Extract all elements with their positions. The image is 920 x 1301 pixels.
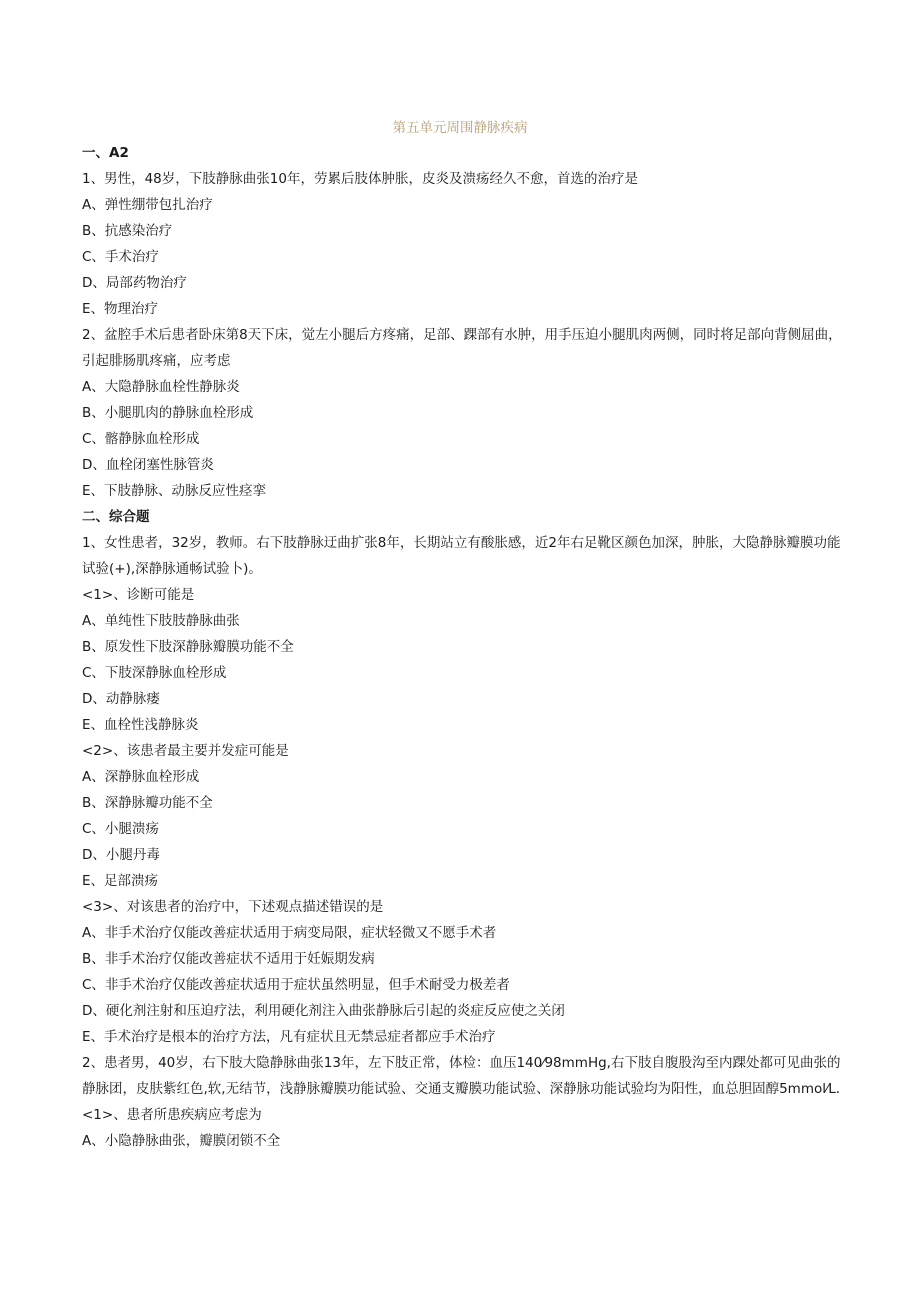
case-1-sub-2-option-a: A、深静脉血栓形成: [82, 769, 200, 785]
section-heading-comprehensive: 二、综合题: [82, 509, 150, 525]
case-1-sub-1-stem: <1>、诊断可能是: [82, 587, 195, 603]
case-2-sub-1-option-a: A、小隐静脉曲张，瓣膜闭锁不全: [82, 1133, 281, 1149]
case-2-sub-1-stem: <1>、患者所患疾病应考虑为: [82, 1107, 262, 1123]
question-2-option-e: E、下肢静脉、动脉反应性痉挛: [82, 483, 267, 499]
case-1-sub-3-option-c: C、非手术治疗仅能改善症状适用于症状虽然明显，但手术耐受力极差者: [82, 977, 510, 993]
case-1-sub-2-option-b: B、深静脉瓣功能不全: [82, 795, 213, 811]
question-2-option-d: D、血栓闭塞性脉管炎: [82, 457, 214, 473]
case-1-sub-2-option-c: C、小腿溃疡: [82, 821, 159, 837]
case-1-sub-2-stem: <2>、该患者最主要并发症可能是: [82, 743, 289, 759]
case-1-sub-2-option-d: D、小腿丹毒: [82, 847, 160, 863]
case-2-stem: 2、患者男，40岁，右下肢大隐静脉曲张13年，左下肢正常，体检：血压140⁄98mmHg,右下肢自腹股沟至内踝处都可见曲张的静脉团，皮肤紫红色,软,无结节，浅静脉瓣膜功能试验、交通支瓣膜功能试验、深静脉功能试验均为阳性，血总胆固醇5mmol⁄L.: [82, 1055, 841, 1097]
question-1-option-d: D、局部药物治疗: [82, 275, 187, 291]
question-1-option-c: C、手术治疗: [82, 249, 159, 265]
case-1-sub-3-option-b: B、非手术治疗仅能改善症状不适用于妊娠期发病: [82, 951, 375, 967]
case-1-sub-1-option-d: D、动静脉瘘: [82, 691, 160, 707]
question-1-stem: 1、男性，48岁，下肢静脉曲张10年，劳累后肢体肿胀，皮炎及溃疡经久不愈，首选的治疗是: [82, 171, 638, 187]
case-1-stem: 1、女性患者，32岁，教师。右下肢静脉迂曲扩张8年，长期站立有酸胀感，近2年右足靴区颜色加深，肿胀，大隐静脉瓣膜功能试验(+),深静脉通畅试验卜)。: [82, 535, 841, 577]
case-1-sub-3-stem: <3>、对该患者的治疗中，下述观点描述错误的是: [82, 899, 384, 915]
case-1-sub-1-option-a: A、单纯性下肢肢静脉曲张: [82, 613, 240, 629]
question-2-stem: 2、盆腔手术后患者卧床第8天下床，觉左小腿后方疼痛，足部、踝部有水肿，用手压迫小腿肌肉两侧，同时将足部向背侧屈曲，引起腓肠肌疼痛，应考虑: [82, 327, 842, 369]
case-1-sub-1-option-c: C、下肢深静脉血栓形成: [82, 665, 227, 681]
question-2-option-c: C、髂静脉血栓形成: [82, 431, 200, 447]
question-2-option-a: A、大隐静脉血栓性静脉炎: [82, 379, 240, 395]
section-heading-a2: 一、A2: [82, 145, 129, 161]
case-1-sub-1-option-b: B、原发性下肢深静脉瓣膜功能不全: [82, 639, 294, 655]
case-1-sub-3-option-d: D、硬化剂注射和压迫疗法，利用硬化剂注入曲张静脉后引起的炎症反应使之关闭: [82, 1003, 565, 1019]
question-1-option-b: B、抗感染治疗: [82, 223, 173, 239]
question-2-option-b: B、小腿肌肉的静脉血栓形成: [82, 405, 254, 421]
case-1-sub-2-option-e: E、足部溃疡: [82, 873, 159, 889]
case-1-sub-1-option-e: E、血栓性浅静脉炎: [82, 717, 199, 733]
document-body: [82, 140, 842, 1154]
question-1-option-a: A、弹性绷带包扎治疗: [82, 197, 213, 213]
case-1-sub-3-option-a: A、非手术治疗仅能改善症状适用于病变局限，症状轻微又不愿手术者: [82, 925, 497, 941]
question-1-option-e: E、物理治疗: [82, 301, 159, 317]
case-1-sub-3-option-e: E、手术治疗是根本的治疗方法，凡有症状且无禁忌症者都应手术治疗: [82, 1029, 496, 1045]
page-title: 第五单元周围静脉疾病: [392, 120, 528, 136]
